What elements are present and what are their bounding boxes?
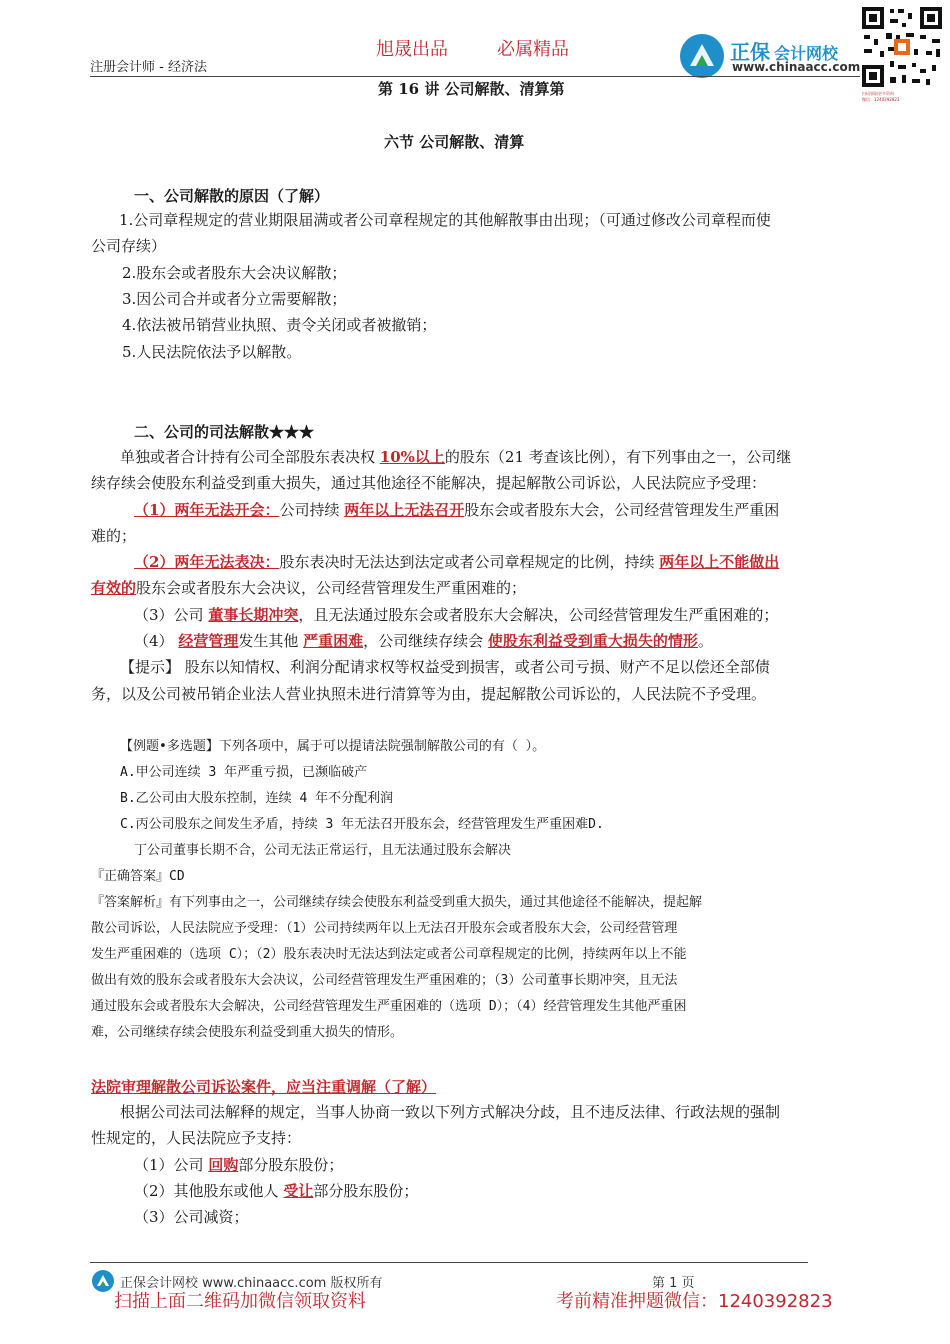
example-answer: 『正确答案』CD (91, 869, 185, 884)
footer-promo-right: 考前精准押题微信：1240392823 (556, 1291, 833, 1312)
cause-1-label: （1）两年无法开会： (134, 501, 280, 519)
section1-item: 3.因公司合并或者分立需要解散； (122, 290, 347, 308)
mediation-heading: 法院审理解散公司诉讼案件，应当注重调解（了解） (91, 1078, 437, 1096)
mediation-item-2: （2）其他股东或他人 受让部分股东股份； (134, 1182, 419, 1200)
qr-code-icon (860, 5, 944, 89)
footer-divider (90, 1262, 808, 1263)
header-slogan-1: 旭晟出品 (376, 39, 448, 60)
cause-4: （4） 经营管理发生其他 严重困难，公司继续存续会 使股东利益受到重大损失的情形。 (134, 632, 713, 650)
example-analysis: 通过股东会或者股东大会解决，公司经营管理发生严重困难的（选项 D）；（4）经营管理发生其他严重困 (91, 999, 687, 1014)
highlight-10pct: 10%以上 (379, 448, 445, 466)
example-analysis: 难，公司继续存续会使股东利益受到重大损失的情形。 (91, 1025, 404, 1040)
section1-item: 公司存续） (91, 237, 167, 255)
example-analysis: 做出有效的股东会或者股东大会决议，公司经营管理发生严重困难的；（3）公司董事长期冲突，且无法 (91, 973, 678, 988)
footer-logo-icon (92, 1270, 114, 1292)
section-title: 六节 公司解散、清算 (384, 133, 525, 151)
header-divider (90, 76, 860, 77)
cause-1: （1）两年无法开会：公司持续 两年以上无法召开股东会或者股东大会，公司经营管理发生严重困 (134, 501, 780, 519)
section1-item: 4.依法被吊销营业执照、责令关闭或者被撤销； (122, 316, 437, 334)
footer-wechat-number: 1240392823 (718, 1291, 833, 1312)
example-option-c: C.丙公司股东之间发生矛盾，持续 3 年无法召开股东会，经营管理发生严重困难D. (120, 817, 604, 832)
lecture-title: 第 16 讲 公司解散、清算第 (378, 80, 565, 98)
cause-1-cont: 难的； (91, 527, 137, 545)
example-option-d: 丁公司董事长期不合，公司无法正常运行，且无法通过股东会解决 (134, 843, 512, 858)
mediation-intro-1: 根据公司法司法解释的规定，当事人协商一致以下列方式解决分歧，且不违反法律、行政法规的强制 (120, 1103, 781, 1121)
section2-heading: 二、公司的司法解散★★★ (134, 423, 315, 441)
example-question: 【例题•多选题】下列各项中，属于可以提请法院强制解散公司的有（ ）。 (120, 739, 546, 754)
header-slogan-2: 必属精品 (497, 39, 569, 60)
cause-2: （2）两年无法表决：股东表决时无法达到法定或者公司章程规定的比例，持续 两年以上不能做出 (134, 553, 780, 571)
example-option-a: A.甲公司连续 3 年严重亏损，已濒临破产 (120, 765, 368, 780)
section1-heading: 一、公司解散的原因（了解） (134, 187, 330, 205)
tip-line1: 【提示】 股东以知情权、利润分配请求权等权益受到损害，或者公司亏损、财产不足以偿还全部债 (120, 658, 770, 676)
qr-note-1: 扫码领取更多资料 (862, 91, 894, 96)
logo-mark-icon (680, 34, 724, 78)
mediation-item-3: （3）公司减资； (134, 1208, 249, 1226)
qr-note-2: 微信：1240392823 (862, 97, 900, 102)
example-analysis: 『答案解析』有下列事由之一，公司继续存续会使股东利益受到重大损失，通过其他途径不能解决，提起解 (91, 895, 703, 910)
footer-copyright: 正保会计网校 www.chinaacc.com 版权所有 (120, 1276, 383, 1291)
cause-3: （3）公司 董事长期冲突，且无法通过股东会或者股东大会解决，公司经营管理发生严重困难的； (134, 606, 779, 624)
tip-line2: 务，以及公司被吊销企业法人营业执照未进行清算等为由，提起解散公司诉讼的，人民法院不予受理。 (91, 685, 767, 703)
section1-item: 2.股东会或者股东大会决议解散； (122, 264, 347, 282)
cause-2-label: （2）两年无法表决： (134, 553, 280, 571)
example-option-b: B.乙公司由大股东控制，连续 4 年不分配利润 (120, 791, 394, 806)
logo-name-2: 会计网校 (774, 44, 839, 63)
header-left-label: 注册会计师 - 经济法 (90, 60, 207, 75)
logo-url: www.chinaacc.com (732, 60, 861, 74)
cause-2-cont: 有效的股东会或者股东大会决议，公司经营管理发生严重困难的； (91, 579, 527, 597)
footer-page: 第 1 页 (652, 1276, 695, 1291)
section2-intro-line2: 续存续会使股东利益受到重大损失，通过其他途径不能解决，提起解散公司诉讼，人民法院应予受理： (91, 474, 767, 492)
logo-name-1: 正保 (730, 40, 770, 64)
mediation-item-1: （1）公司 回购部分股东股份； (134, 1156, 344, 1174)
section2-intro-line1: 单独或者合计持有公司全部股东表决权 10%以上的股东（21 考查该比例），有下列事由之一，公司继 (120, 448, 792, 466)
footer-promo-left: 扫描上面二维码加微信领取资料 (114, 1291, 366, 1312)
section1-item: 1.公司章程规定的营业期限届满或者公司章程规定的其他解散事由出现；（可通过修改公司章程而使 (119, 211, 771, 229)
section1-item: 5.人民法院依法予以解散。 (122, 343, 302, 361)
example-analysis: 发生严重困难的（选项 C）；（2）股东表决时无法达到法定或者公司章程规定的比例，持续两年以上不能 (91, 947, 687, 962)
example-analysis: 散公司诉讼，人民法院应予受理：（1）公司持续两年以上无法召开股东会或者股东大会，公司经营管理 (91, 921, 678, 936)
mediation-intro-2: 性规定的，人民法院应予支持： (91, 1129, 302, 1147)
